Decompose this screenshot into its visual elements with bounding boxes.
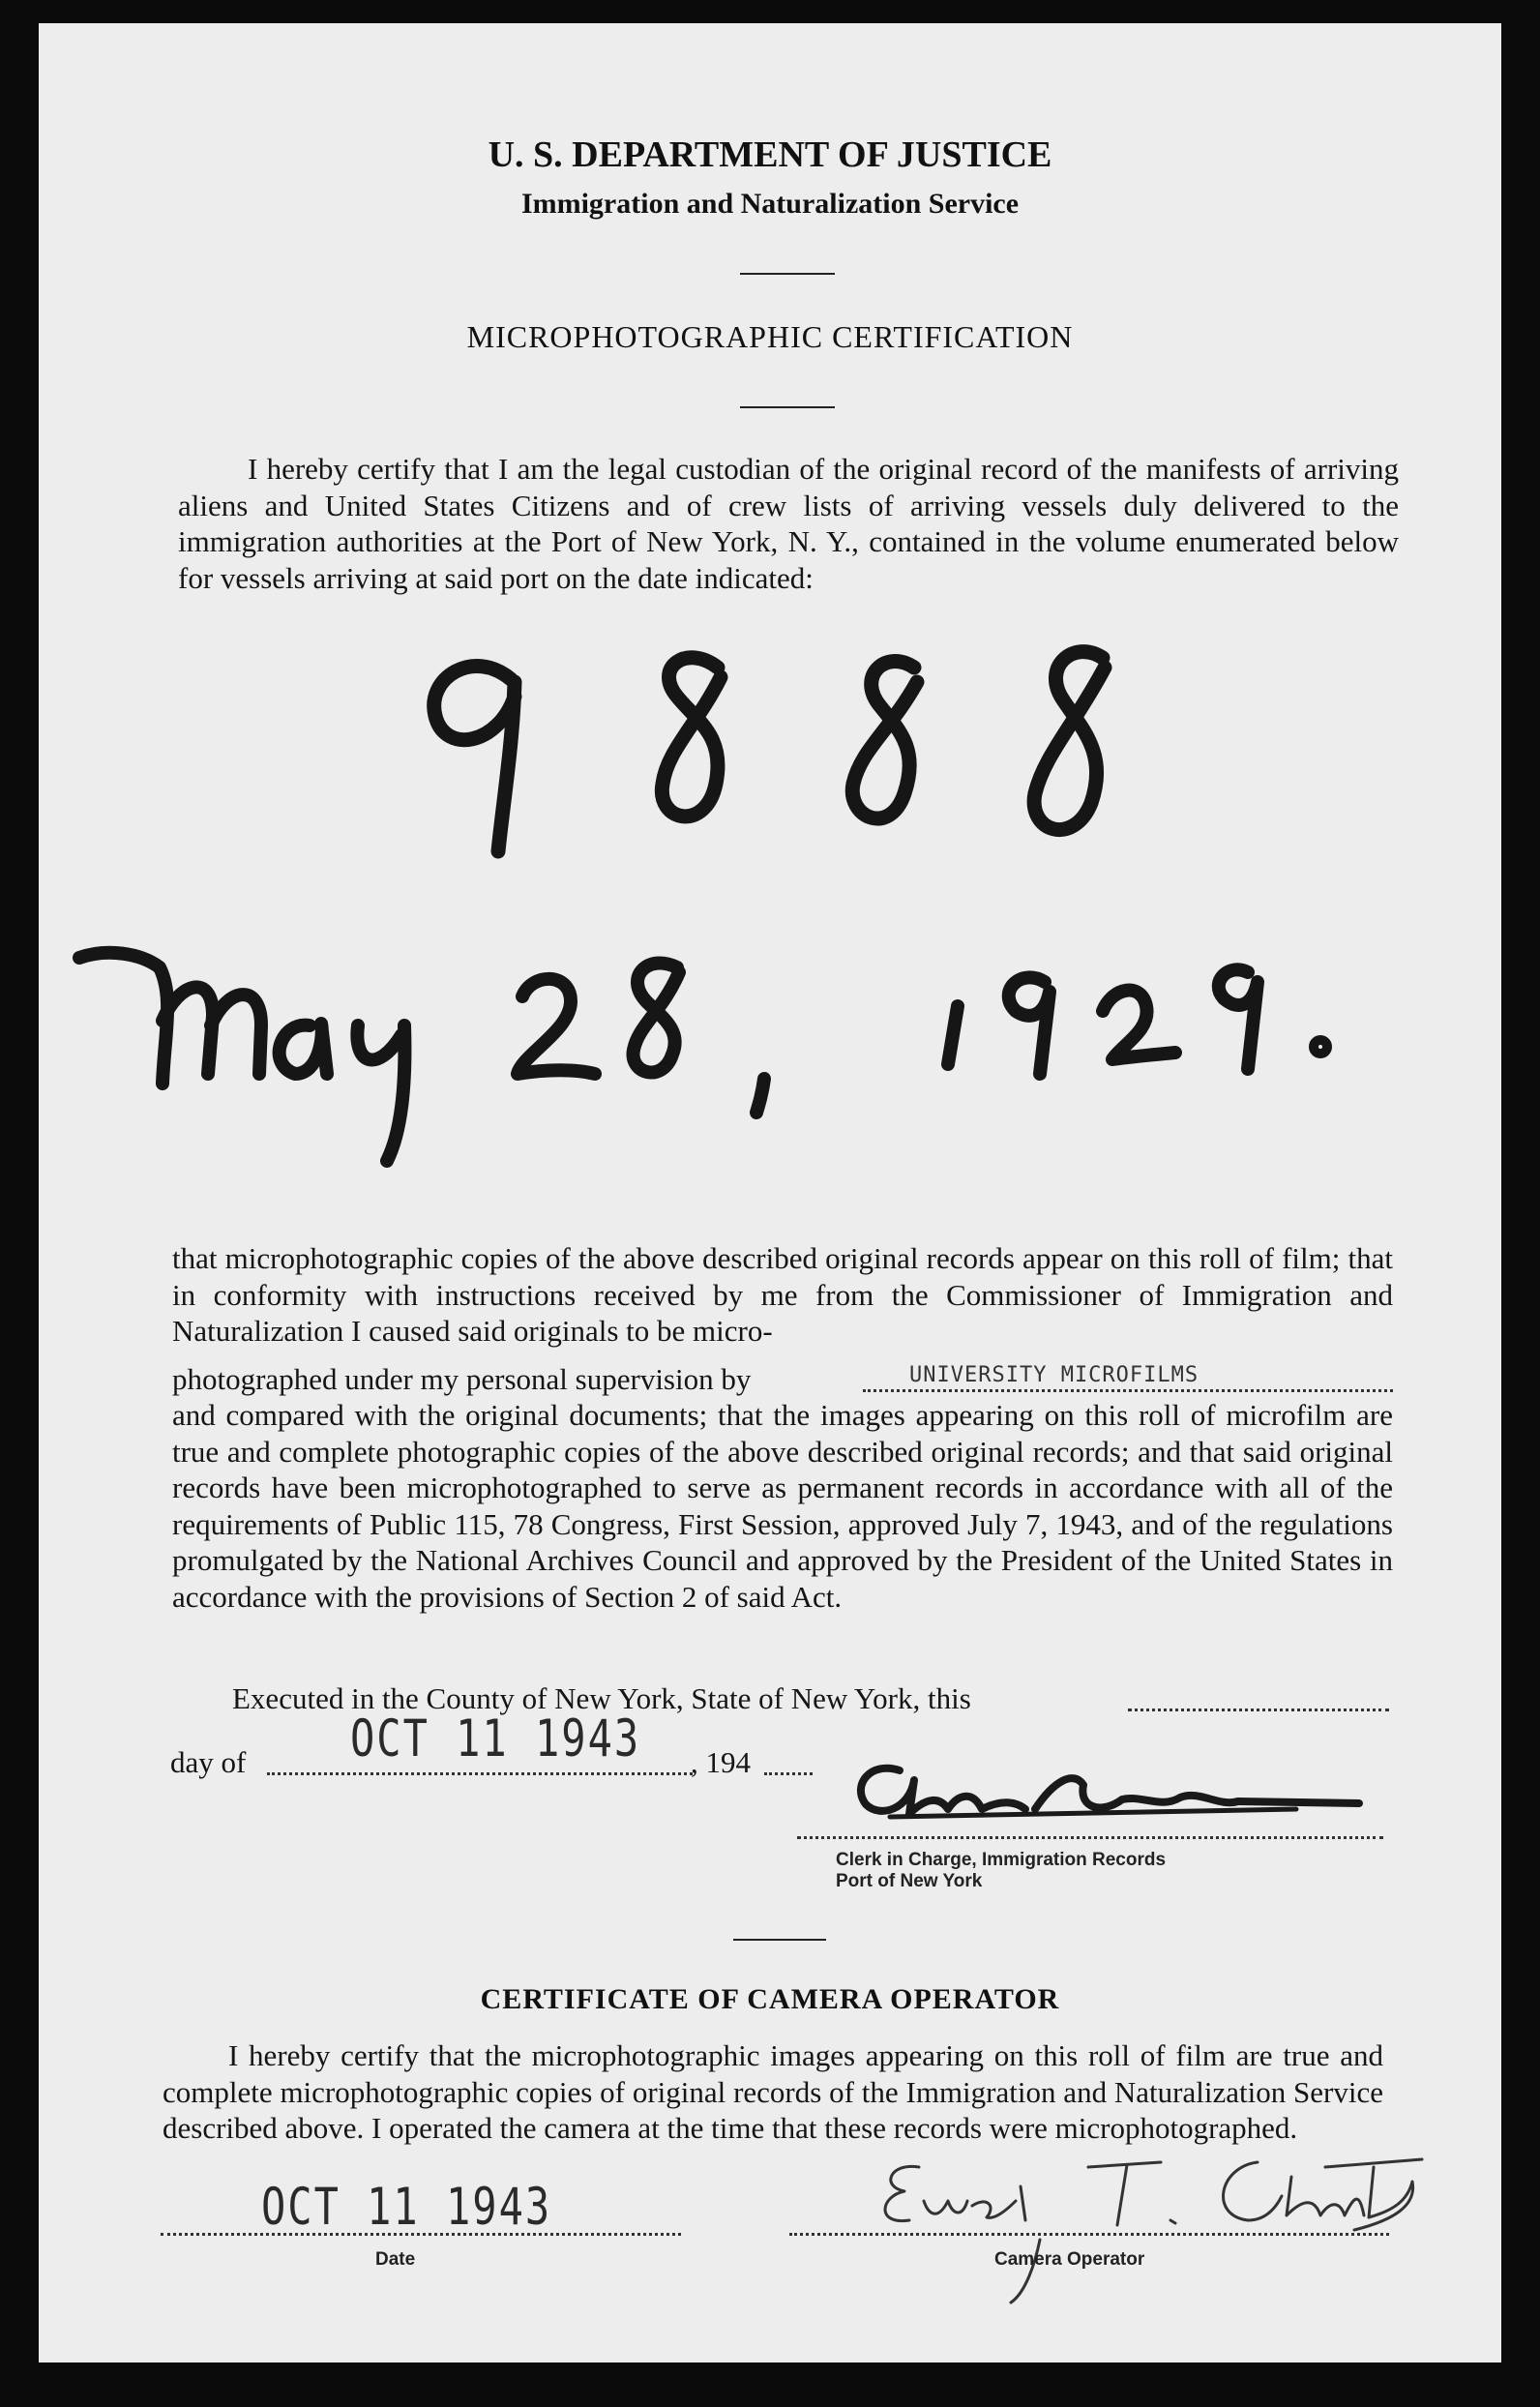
date-label: Date <box>375 2249 416 2270</box>
year-fill-line <box>764 1772 813 1775</box>
supervision-prefix: photographed under my personal supervision by <box>172 1362 752 1396</box>
clerk-signature <box>832 1741 1374 1848</box>
camera-operator-label: Camera Operator <box>994 2249 1145 2270</box>
executed-fill-line <box>1128 1709 1389 1711</box>
department-heading: U. S. DEPARTMENT OF JUSTICE <box>488 134 1052 175</box>
year-prefix: , 194 <box>691 1745 751 1779</box>
certification-body-1: that microphotographic copies of the above described original records appear on this roll of film; that in conformity with instructions received by me from the Commissioner of Immigration and Naturalization I caused said originals to be micro- <box>172 1241 1393 1348</box>
divider <box>740 406 835 408</box>
clerk-title-line2: Port of New York <box>836 1871 983 1891</box>
supervision-fill-line <box>863 1389 1393 1392</box>
certification-body-2: and compared with the original documents; that the images appearing on this roll of microfilm are true and complete photographic copies of the above described original records; and that said original records have been microphotographed to serve as permanent records in accordance with all of the requirements of Public 115, 78 Congress, First Session, approved July 7, 1943, and of the regulations promulgated by the National Archives Council and approved by the President of the United States in accordance with the provisions of Section 2 of said Act. <box>172 1398 1393 1614</box>
clerk-signature-line <box>797 1836 1383 1839</box>
camera-date-stamp: OCT 11 1943 <box>261 2177 552 2237</box>
clerk-title-line1: Clerk in Charge, Immigration Records <box>836 1850 1167 1870</box>
camera-operator-signature <box>851 2109 1451 2303</box>
date-line <box>161 2233 681 2236</box>
camera-certificate-title: CERTIFICATE OF CAMERA OPERATOR <box>480 1983 1060 2015</box>
divider <box>740 273 835 275</box>
divider <box>733 1939 826 1941</box>
day-of-fill-line <box>267 1772 693 1775</box>
certification-title: MICROPHOTOGRAPHIC CERTIFICATION <box>466 319 1074 354</box>
execution-date-stamp: OCT 11 1943 <box>350 1709 641 1768</box>
handwritten-volume-number <box>406 639 1141 880</box>
service-subheading: Immigration and Naturalization Service <box>520 188 1020 220</box>
handwritten-arrival-date <box>68 929 1422 1180</box>
certification-intro: I hereby certify that I am the legal custodian of the original record of the manifests of arriving aliens and United States Citizens and of crew lists of arriving vessels duly delivered to the immigration authorities at the Port of New York, N. Y., contained in the volume enumerated below for vessels arriving at said port on the date indicated: <box>178 452 1399 595</box>
executed-statement: Executed in the County of New York, State of New York, this <box>232 1681 971 1715</box>
operator-signature-line <box>789 2233 1389 2236</box>
supervisor-stamp: UNIVERSITY MICROFILMS <box>909 1363 1199 1387</box>
day-of-label: day of <box>170 1745 247 1779</box>
camera-certificate-text: I hereby certify that the microphotographic images appearing on this roll of film are true and complete microphotographic copies of original records of the Immigration and Naturalization Service described above. I operated the camera at the time that these records were microphotographed. <box>163 2038 1383 2145</box>
